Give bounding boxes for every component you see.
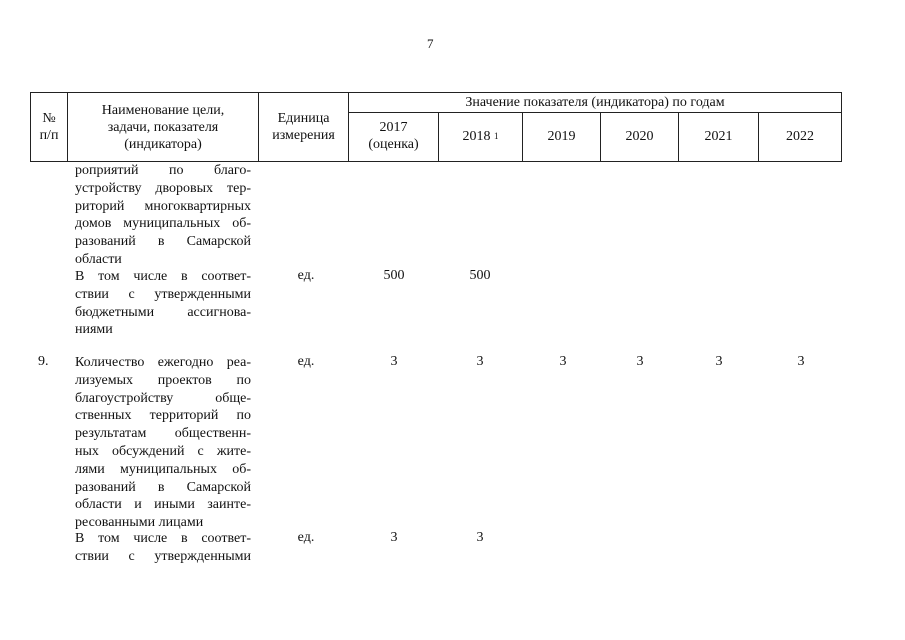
header-values-group: Значение показателя (индикатора) по годам (465, 94, 725, 110)
header-year-2017: 2017 (оценка) (368, 120, 419, 152)
row-2-value-2021: 3 (715, 354, 723, 369)
row-0-name: роприятий по благо- устройству дворовых тер- риторий многоквартирных домов муниципальных об- разований в Самарской области (75, 163, 251, 267)
row-2-name: Количество ежегодно реа- лизуемых проектов по благоустройству обще- ственных территорий по результатам общественн- ных обсуждений с жите- лями муниципальных об- разований в Самарской области и иными заинте- ресованными лицами (75, 355, 251, 531)
row-1-value-2018: 500 (469, 268, 491, 283)
header-unit: Единица измерения (272, 111, 335, 143)
header-year-2022: 2022 (786, 128, 814, 144)
row-3-value-2018: 3 (476, 530, 484, 545)
row-3-unit: ед. (297, 530, 315, 545)
row-1-name: В том числе в соответ- ствии с утвержденными бюджетными ассигнова- ниями (75, 269, 251, 338)
footnote-mark: 1 (494, 130, 499, 141)
header-num: № п/п (39, 111, 59, 143)
row-1-value-2017: 500 (383, 268, 405, 283)
row-2-number: 9. (38, 354, 49, 369)
page-number: 7 (427, 36, 434, 51)
row-1-unit: ед. (297, 268, 315, 283)
header-year-2018: 2018 1 (462, 128, 499, 144)
row-2-value-2022: 3 (797, 354, 805, 369)
row-2-value-2019: 3 (559, 354, 567, 369)
row-3-name: В том числе в соответ- ствии с утвержденными (75, 531, 251, 564)
header-year-2021: 2021 (704, 128, 733, 144)
row-3-value-2017: 3 (390, 530, 398, 545)
header-name: Наименование цели, задачи, показателя (индикатора) (101, 102, 225, 152)
header-year-2019: 2019 (547, 128, 576, 144)
row-2-value-2020: 3 (636, 354, 644, 369)
table-header (30, 92, 842, 162)
header-year-2020: 2020 (625, 128, 654, 144)
row-2-value-2017: 3 (390, 354, 398, 369)
row-2-unit: ед. (297, 354, 315, 369)
row-2-value-2018: 3 (476, 354, 484, 369)
